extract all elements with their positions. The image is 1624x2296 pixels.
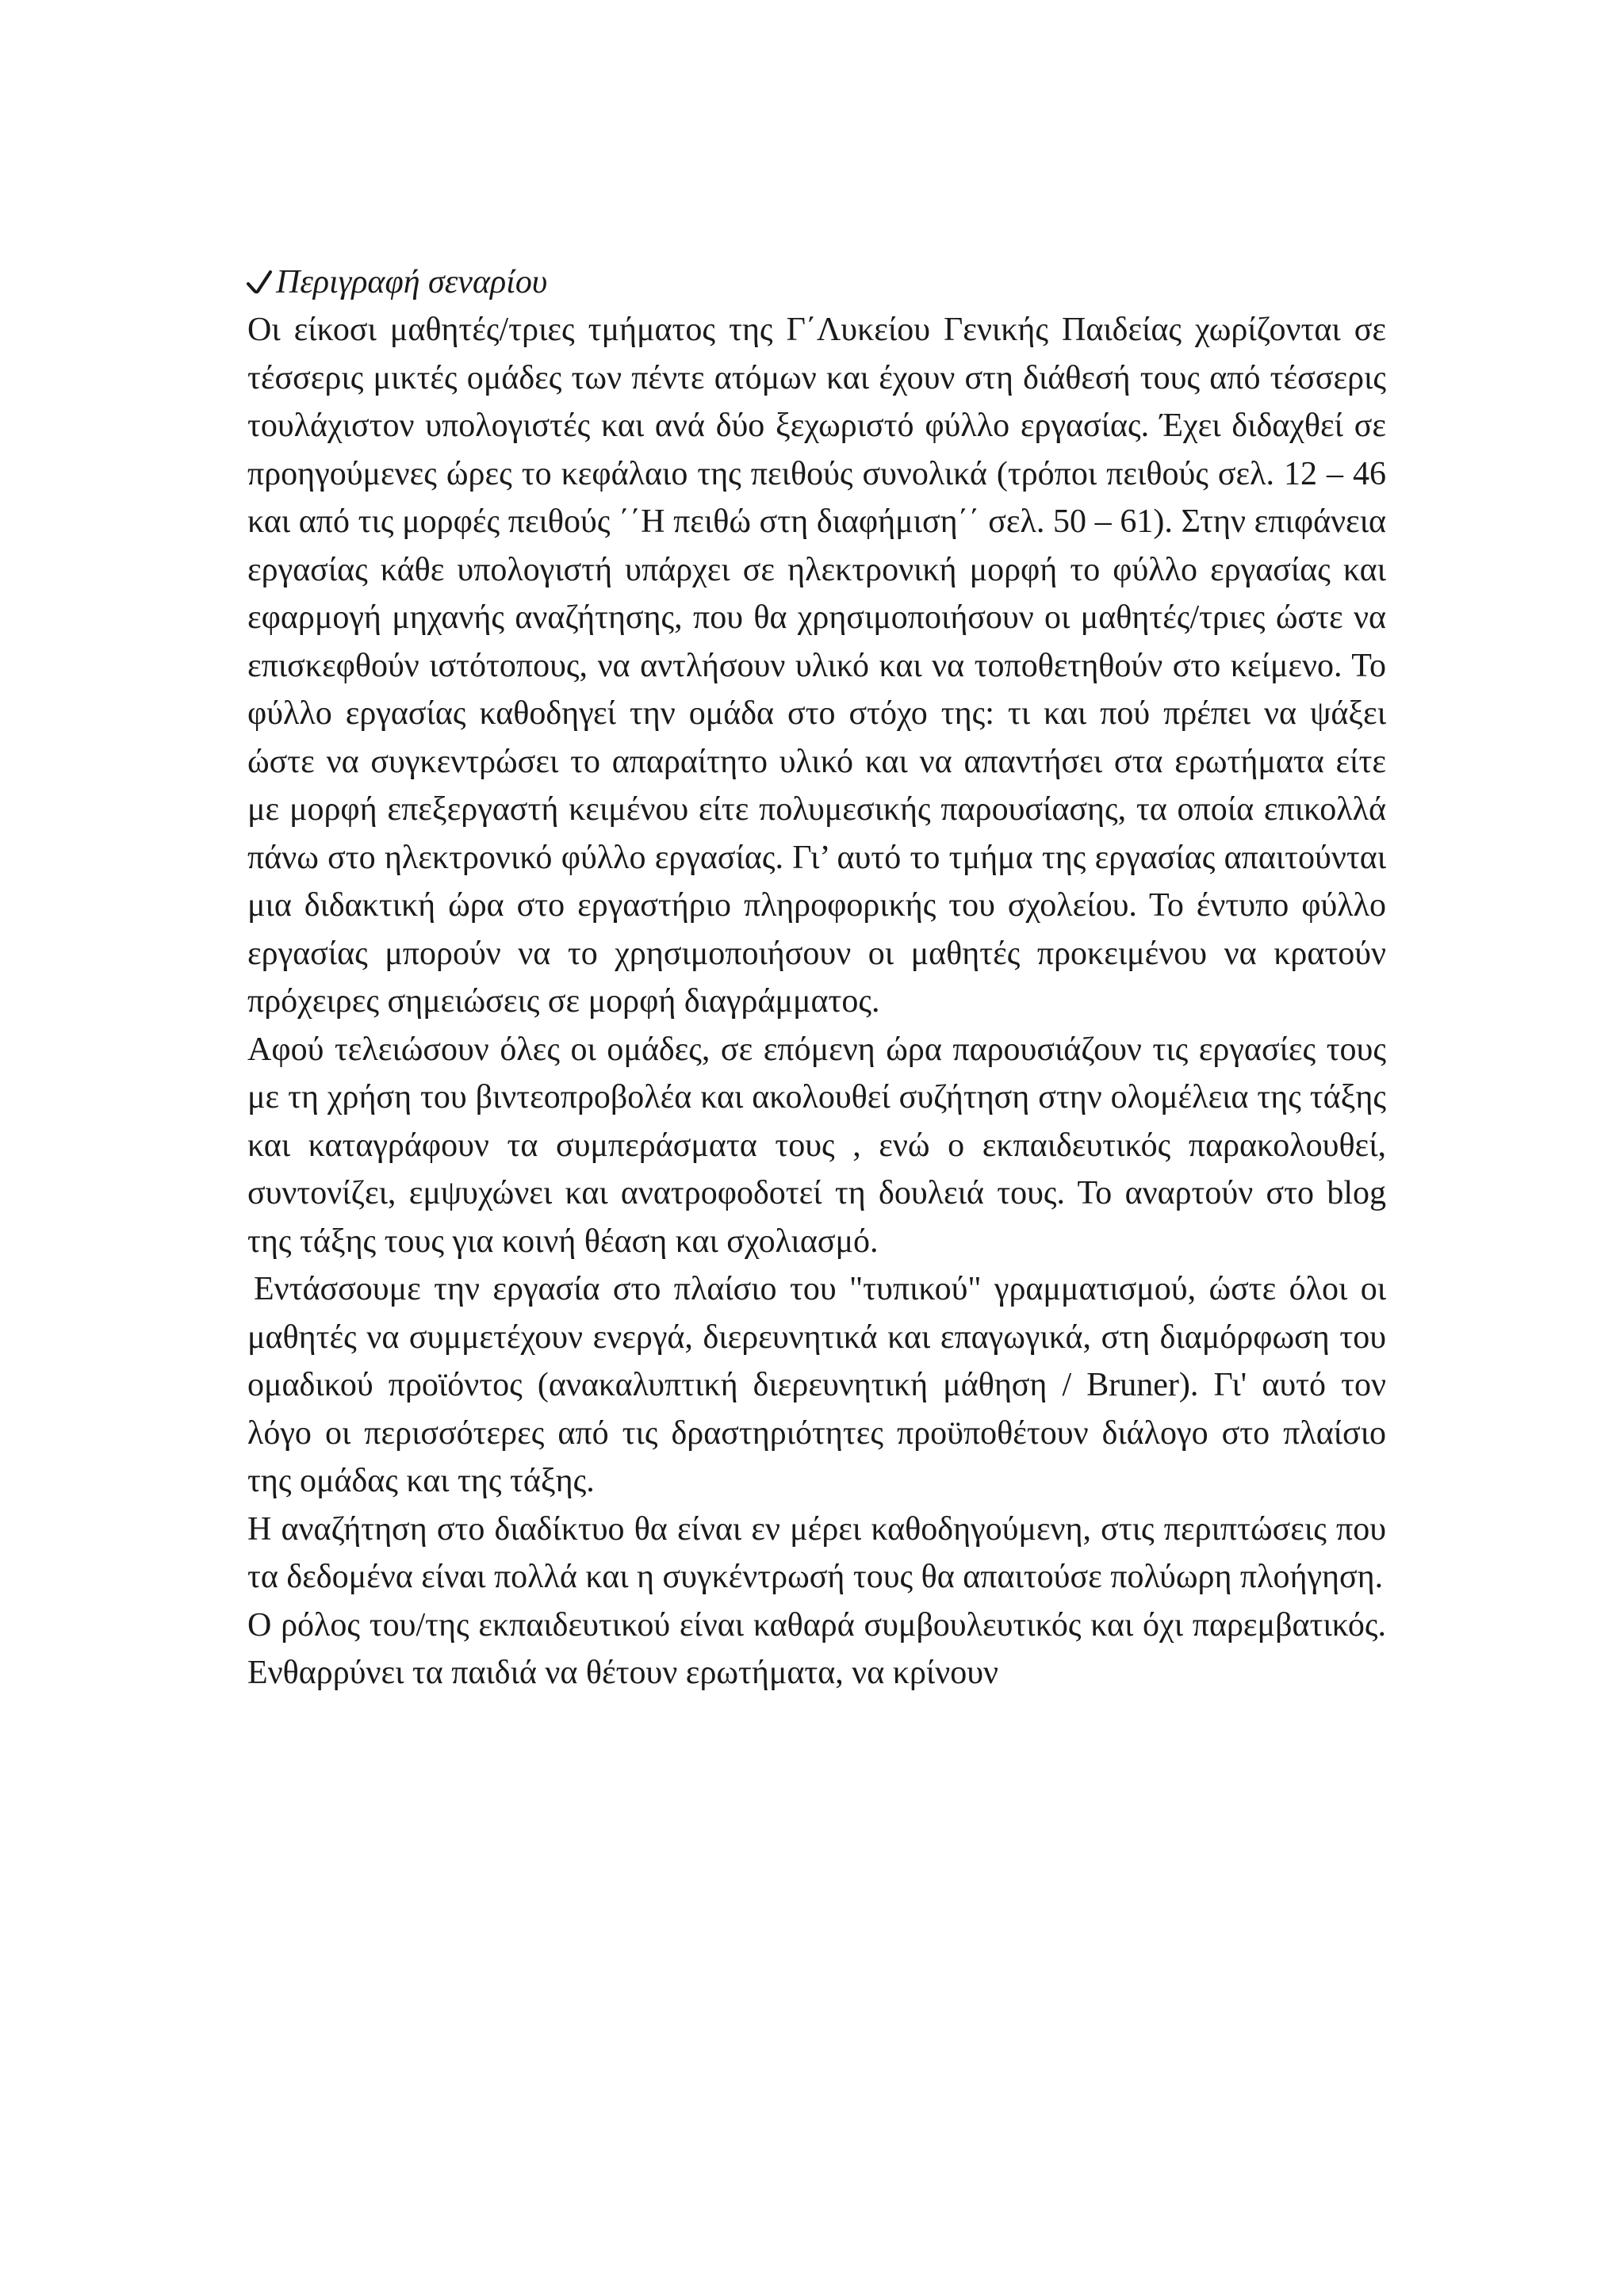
paragraph-literacy: Εντάσσουμε την εργασία στο πλαίσιο του "τυπικού" γραμματισμού, ώστε όλοι οι μαθητές να συμμετέχουν ενεργά, διερευνητικά και επαγωγικά, στη διαμόρφωση του ομαδικού προϊόντος (ανακαλυπτική διερευνητική μάθηση / Bruner). Γι' αυτό τον λόγο οι περισσότερες από τις δραστηριότητες προϋποθέτουν διάλογο στο πλαίσιο της ομάδας και της τάξης. [247, 1271, 1386, 1499]
paragraph-internet-search: Η αναζήτηση στο διαδίκτυο θα είναι εν μέρει καθοδηγούμενη, στις περιπτώσεις που τα δεδομένα είναι πολλά και η συγκέντρωσή τους θα απαιτούσε πολύωρη πλοήγηση. [247, 1510, 1386, 1595]
paragraph-scenario-description: Οι είκοσι μαθητές/τριες τμήματος της Γ΄Λυκείου Γενικής Παιδείας χωρίζονται σε τέσσερις μικτές ομάδες των πέντε ατόμων και έχουν στη διάθεσή τους από τέσσερις τουλάχιστον υπολογιστές και ανά δύο ξεχωριστό φύλλο εργασίας. Έχει διδαχθεί σε προηγούμενες ώρες το κεφάλαιο της πειθούς συνολικά (τρόποι πειθούς σελ. 12 – 46 και από τις μορφές πειθούς ΄΄Η πειθώ στη διαφήμιση΄΄ σελ. 50 – 61). Στην επιφάνεια εργασίας κάθε υπολογιστή υπάρχει σε ηλεκτρονική μορφή το φύλλο εργασίας και εφαρμογή μηχανής αναζήτησης, που θα χρησιμοποιήσουν οι μαθητές/τριες ώστε να επισκεφθούν ιστότοπους, να αντλήσουν υλικό και να τοποθετηθούν στο κείμενο. Το φύλλο εργασίας καθοδηγεί την ομάδα στο στόχο της: τι και πού πρέπει να ψάξει ώστε να συγκεντρώσει το απαραίτητο υλικό και να απαντήσει στα ερωτήματα είτε με μορφή επεξεργαστή κειμένου είτε πολυμεσικής παρουσίασης, τα οποία επικολλά πάνω στο ηλεκτρονικό φύλλο εργασίας. Γι’ αυτό το τμήμα της εργασίας απαιτούνται μια διδακτική ώρα στο εργαστήριο πληροφορικής του σχολείου. Το έντυπο φύλλο εργασίας μπορούν να το χρησιμοποιήσουν οι μαθητές προκειμένου να κρατούν πρόχειρες σημειώσεις σε μορφή διαγράμματος. [247, 312, 1386, 1020]
section-heading-text: Περιγραφή σεναρίου [276, 263, 548, 300]
section-heading [247, 258, 1386, 306]
paragraph-presentation: Αφού τελειώσουν όλες οι ομάδες, σε επόμενη ώρα παρουσιάζουν τις εργασίες τους με τη χρήση του βιντεοπροβολέα και ακολουθεί συζήτηση στην ολομέλεια της τάξης και καταγράφουν τα συμπεράσματα τους , ενώ ο εκπαιδευτικός παρακολουθεί, συντονίζει, εμψυχώνει και ανατροφοδοτεί τη δουλειά τους. Το αναρτούν στο blog της τάξης τους για κοινή θέαση και σχολιασμό. [247, 1031, 1386, 1260]
paragraph-teacher-role: Ο ρόλος του/της εκπαιδευτικού είναι καθαρά συμβουλευτικός και όχι παρεμβατικός. Ενθαρρύνει τα παιδιά να θέτουν ερωτήματα, να κρίνουν [247, 1606, 1386, 1691]
document-body [247, 258, 1386, 1697]
checkmark-icon [246, 269, 273, 296]
